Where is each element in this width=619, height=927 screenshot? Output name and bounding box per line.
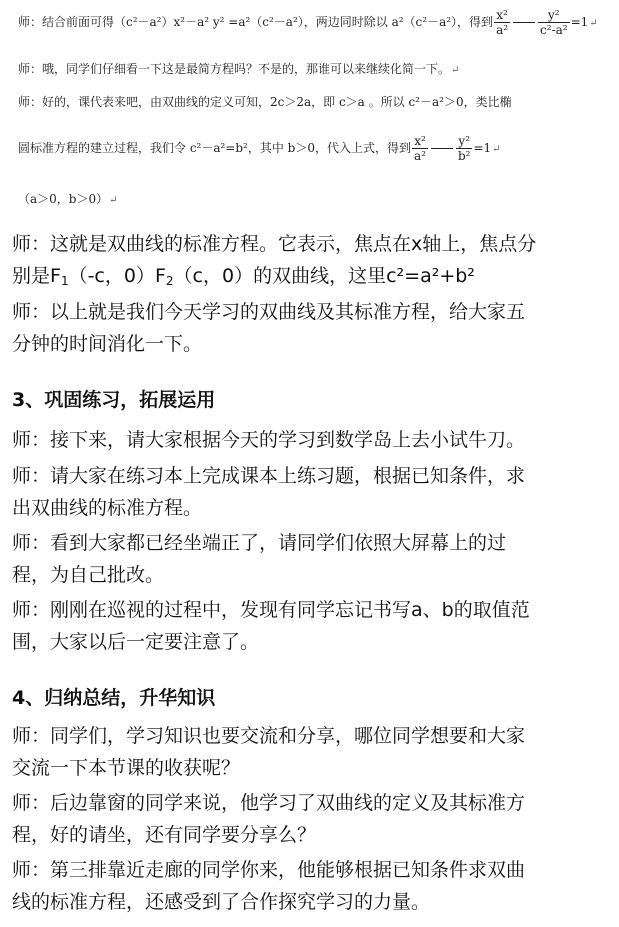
paragraph-7-line-1: 师：同学们，学习知识也要交流和分享，哪位同学想要和大家	[12, 725, 526, 747]
paragraph-2-line-2: 分钟的时间消化一下。	[12, 333, 203, 355]
scan-line-3	[18, 93, 512, 110]
fraction-denominator: a²	[496, 23, 509, 37]
paragraph-7-line-2: 交流一下本节课的收获呢？	[12, 757, 241, 779]
paragraph-9-line-1: 师：第三排靠近走廊的同学你来，他能够根据已知条件求双曲	[12, 859, 526, 881]
fraction-y2-b2	[456, 134, 473, 163]
paragraph-mark-icon: ↵	[451, 65, 460, 76]
paragraph-5-line-1: 师：看到大家都已经坐端正了，请同学们依照大屏幕上的过	[12, 532, 507, 554]
paragraph-5-line-2: 程，为自己批改。	[12, 564, 165, 586]
paragraph-3-line-1: 师：接下来，请大家根据今天的学习到数学岛上去小试牛刀。	[12, 429, 526, 451]
scan-line-4-text: 圆标准方程的建立过程，我们令 c²－a²=b²，其中 b＞0，代入上式，得到	[18, 141, 411, 155]
section-heading-3: 3、巩固练习，拓展运用	[12, 389, 216, 411]
fraction-denominator: c²-a²	[540, 23, 568, 37]
fraction-y2-c2a2	[538, 8, 570, 37]
paragraph-5	[12, 527, 612, 591]
scan-line-2	[18, 60, 459, 77]
paragraph-1-line-2	[12, 260, 612, 297]
paragraph-9-line-2: 线的标准方程，还感受到了合作探究学习的力量。	[12, 891, 431, 913]
paragraph-2-line-1: 师：以上就是我们今天学习的双曲线及其标准方程，给大家五	[12, 301, 526, 323]
text-fragment: 别是F	[12, 265, 61, 287]
paragraph-2	[12, 296, 612, 360]
paragraph-3	[12, 424, 612, 456]
fraction-x2-a2	[412, 134, 428, 163]
minus-sign	[431, 148, 453, 149]
scan-line-5-text: （a＞0，b＞0）	[18, 192, 109, 206]
fraction-numerator: y²	[538, 8, 570, 23]
scan-line-1	[18, 8, 598, 37]
paragraph-mark-icon: ↵	[492, 144, 501, 155]
scan-line-2-text: 师：哦，同学们仔细看一下这是最简方程吗？不是的，那谁可以来继续化简一下。	[18, 62, 451, 76]
paragraph-8-line-1: 师：后边靠窗的同学来说，他学习了双曲线的定义及其标准方	[12, 792, 526, 814]
paragraph-6	[12, 594, 612, 658]
scan-line-3-text: 师：好的，课代表来吧，由双曲线的定义可知，2c＞2a，即 c＞a 。所以 c²－a²＞0，类比椭	[18, 95, 512, 109]
fraction-x2-a2	[494, 8, 510, 37]
fraction-numerator: y²	[456, 134, 473, 149]
paragraph-6-line-1: 师：刚刚在巡视的过程中，发现有同学忘记书写a、b的取值范	[12, 599, 530, 621]
minus-sign	[513, 22, 535, 23]
fraction-denominator: a²	[414, 149, 426, 163]
section-heading-4: 4、归纳总结，升华知识	[12, 687, 216, 709]
equals-one: =1	[473, 141, 492, 155]
paragraph-8	[12, 787, 612, 851]
paragraph-mark-icon: ↵	[109, 195, 118, 206]
paragraph-4	[12, 460, 612, 524]
scan-line-5	[18, 190, 118, 207]
paragraph-mark-icon: ↵	[589, 18, 598, 29]
paragraph-8-line-2: 程，好的请坐，还有同学要分享么？	[12, 824, 317, 846]
paragraph-4-line-1: 师：请大家在练习本上完成课本上练习题，根据已知条件，求	[12, 465, 526, 487]
subscript: 1	[60, 274, 69, 288]
paragraph-9	[12, 854, 612, 918]
paragraph-7	[12, 720, 612, 784]
paragraph-1-line-1: 师：这就是双曲线的标准方程。它表示，焦点在x轴上，焦点分	[12, 233, 537, 255]
paragraph-4-line-2: 出双曲线的标准方程。	[12, 497, 203, 519]
fraction-denominator: b²	[457, 149, 471, 163]
equals-one: =1	[570, 15, 589, 29]
scan-line-4	[18, 134, 501, 163]
paragraph-1	[12, 228, 612, 297]
text-fragment: （-c，0）F	[68, 265, 166, 287]
paragraph-6-line-2: 围，大家以后一定要注意了。	[12, 631, 260, 653]
fraction-numerator: x²	[412, 134, 428, 149]
fraction-numerator: x²	[494, 8, 510, 23]
subscript: 2	[165, 274, 174, 288]
scan-line-1-text: 师：结合前面可得（c²－a²）x²－a² y² =a²（c²－a²），两边同时除以 a²（c²－a²），得到	[18, 15, 494, 29]
text-fragment: （c，0）的双曲线，这里c²=a²+b²	[173, 265, 475, 287]
